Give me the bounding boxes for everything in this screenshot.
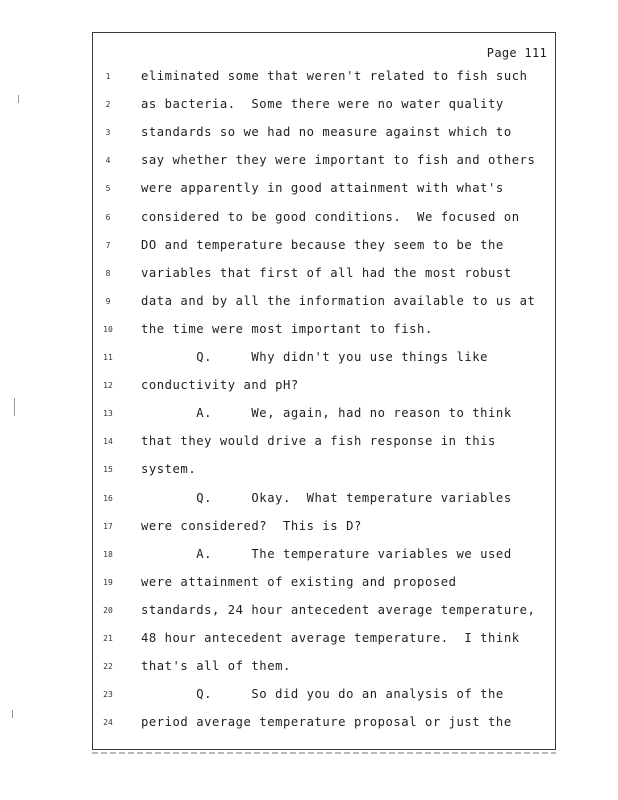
transcript-line: that they would drive a fish response in this: [141, 434, 496, 449]
transcript-line: were apparently in good attainment with what's: [141, 181, 504, 196]
line-number: 7: [105, 240, 111, 250]
margin-mark: [14, 398, 15, 416]
line-number: 21: [103, 634, 113, 643]
transcript-line: considered to be good conditions. We focused on: [141, 209, 520, 224]
transcript-line: eliminated some that weren't related to fish such: [141, 69, 528, 83]
transcript-line: the time were most important to fish.: [141, 321, 433, 336]
transcript-line: standards so we had no measure against which to: [141, 125, 512, 140]
margin-mark: [18, 95, 19, 103]
line-number: 9: [105, 296, 111, 306]
transcript-line: say whether they were important to fish and others: [141, 153, 536, 168]
line-number: 14: [103, 437, 113, 447]
transcript-line: Q. Why didn't you use things like: [141, 350, 489, 364]
line-number: 3: [105, 128, 111, 138]
transcript-line: variables that first of all had the most robust: [141, 265, 512, 280]
transcript-line: DO and temperature because they seem to be the: [141, 237, 504, 252]
scan-edge: [92, 752, 556, 754]
transcript-line: standards, 24 hour antecedent average temperature,: [141, 602, 536, 617]
transcript-line: period average temperature proposal or just the: [141, 715, 512, 730]
line-number: 2: [105, 100, 111, 110]
line-number: 4: [105, 156, 111, 166]
line-number: 19: [103, 577, 113, 587]
line-number: 16: [103, 493, 113, 503]
transcript-line: A. The temperature variables we used: [141, 546, 512, 561]
transcript-line: data and by all the information available to us at: [141, 293, 536, 308]
line-number: 1: [105, 72, 111, 81]
line-number: 10: [103, 324, 113, 334]
line-number: 8: [105, 268, 111, 278]
transcript-line: were considered? This is D?: [141, 518, 362, 533]
line-number: 23: [103, 690, 113, 700]
line-number: 18: [103, 549, 113, 559]
transcript-line: Q. So did you do an analysis of the: [141, 687, 504, 702]
transcript-page: [92, 32, 556, 750]
line-number: 24: [103, 718, 113, 728]
page-number: Page 111: [486, 46, 547, 60]
transcript-line: system.: [141, 462, 197, 477]
line-number: 22: [103, 662, 113, 672]
line-number: 12: [103, 381, 113, 391]
line-number: 20: [103, 605, 113, 615]
transcript-line: were attainment of existing and proposed: [141, 574, 457, 589]
transcript-line: conductivity and pH?: [141, 378, 299, 393]
line-number: 17: [103, 521, 113, 531]
line-number: 13: [103, 409, 113, 419]
transcript-line: 48 hour antecedent average temperature. I think: [141, 631, 520, 645]
margin-mark: [12, 710, 13, 718]
transcript-line: as bacteria. Some there were no water quality: [141, 97, 504, 112]
line-number: 15: [103, 465, 113, 475]
line-number: 5: [105, 184, 111, 194]
transcript-line: Q. Okay. What temperature variables: [141, 490, 512, 505]
line-number: 6: [105, 212, 111, 222]
line-number: 11: [103, 353, 113, 362]
transcript-line: that's all of them.: [141, 659, 291, 674]
transcript-line: A. We, again, had no reason to think: [141, 406, 512, 421]
